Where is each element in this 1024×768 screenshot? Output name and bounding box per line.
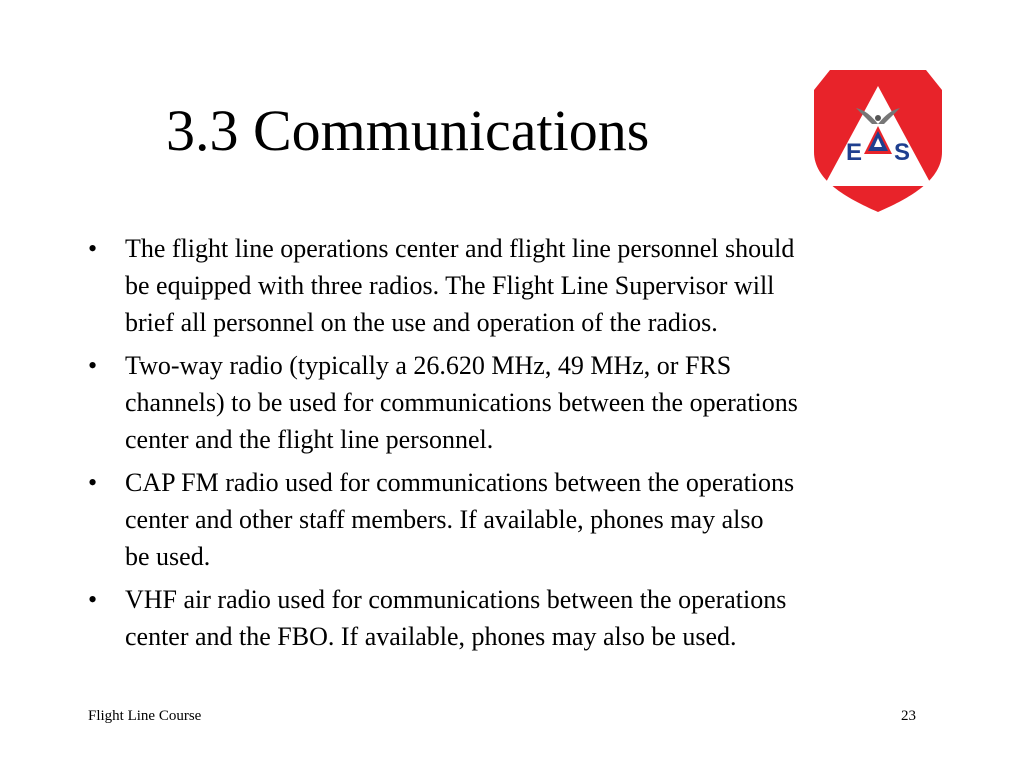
bullet-list [88, 230, 948, 655]
page-number: 23 [901, 708, 916, 724]
logo-letter-e: E [846, 139, 863, 166]
bullet-text: VHF air radio used for communications between the operations center and the FBO. If available, phones may also be used. [125, 585, 787, 651]
emergency-services-shield-icon [810, 68, 946, 212]
bullet-text: Two-way radio (typically a 26.620 MHz, 49 MHz, or FRS channels) to be used for communications between the operations center and the flight line personnel. [125, 351, 798, 454]
bullet-item [88, 581, 948, 655]
bullet-marker: • [88, 234, 98, 263]
bullet-item [88, 464, 948, 575]
logo-letter-s: S [894, 139, 911, 166]
bullet-marker: • [88, 468, 98, 497]
bullet-text: CAP FM radio used for communications between the operations center and other staff members. If available, phones may also be used. [125, 468, 795, 571]
bullet-text: The flight line operations center and flight line personnel should be equipped with three radios. The Flight Line Supervisor will brief all personnel on the use and operation of the radios. [125, 234, 795, 337]
footer-course-name: Flight Line Course [88, 708, 202, 724]
bullet-marker: • [88, 351, 98, 380]
bullet-marker: • [88, 585, 98, 614]
slide-title: 3.3 Communications [166, 98, 650, 163]
bullet-item [88, 230, 948, 341]
bullet-item [88, 347, 948, 458]
